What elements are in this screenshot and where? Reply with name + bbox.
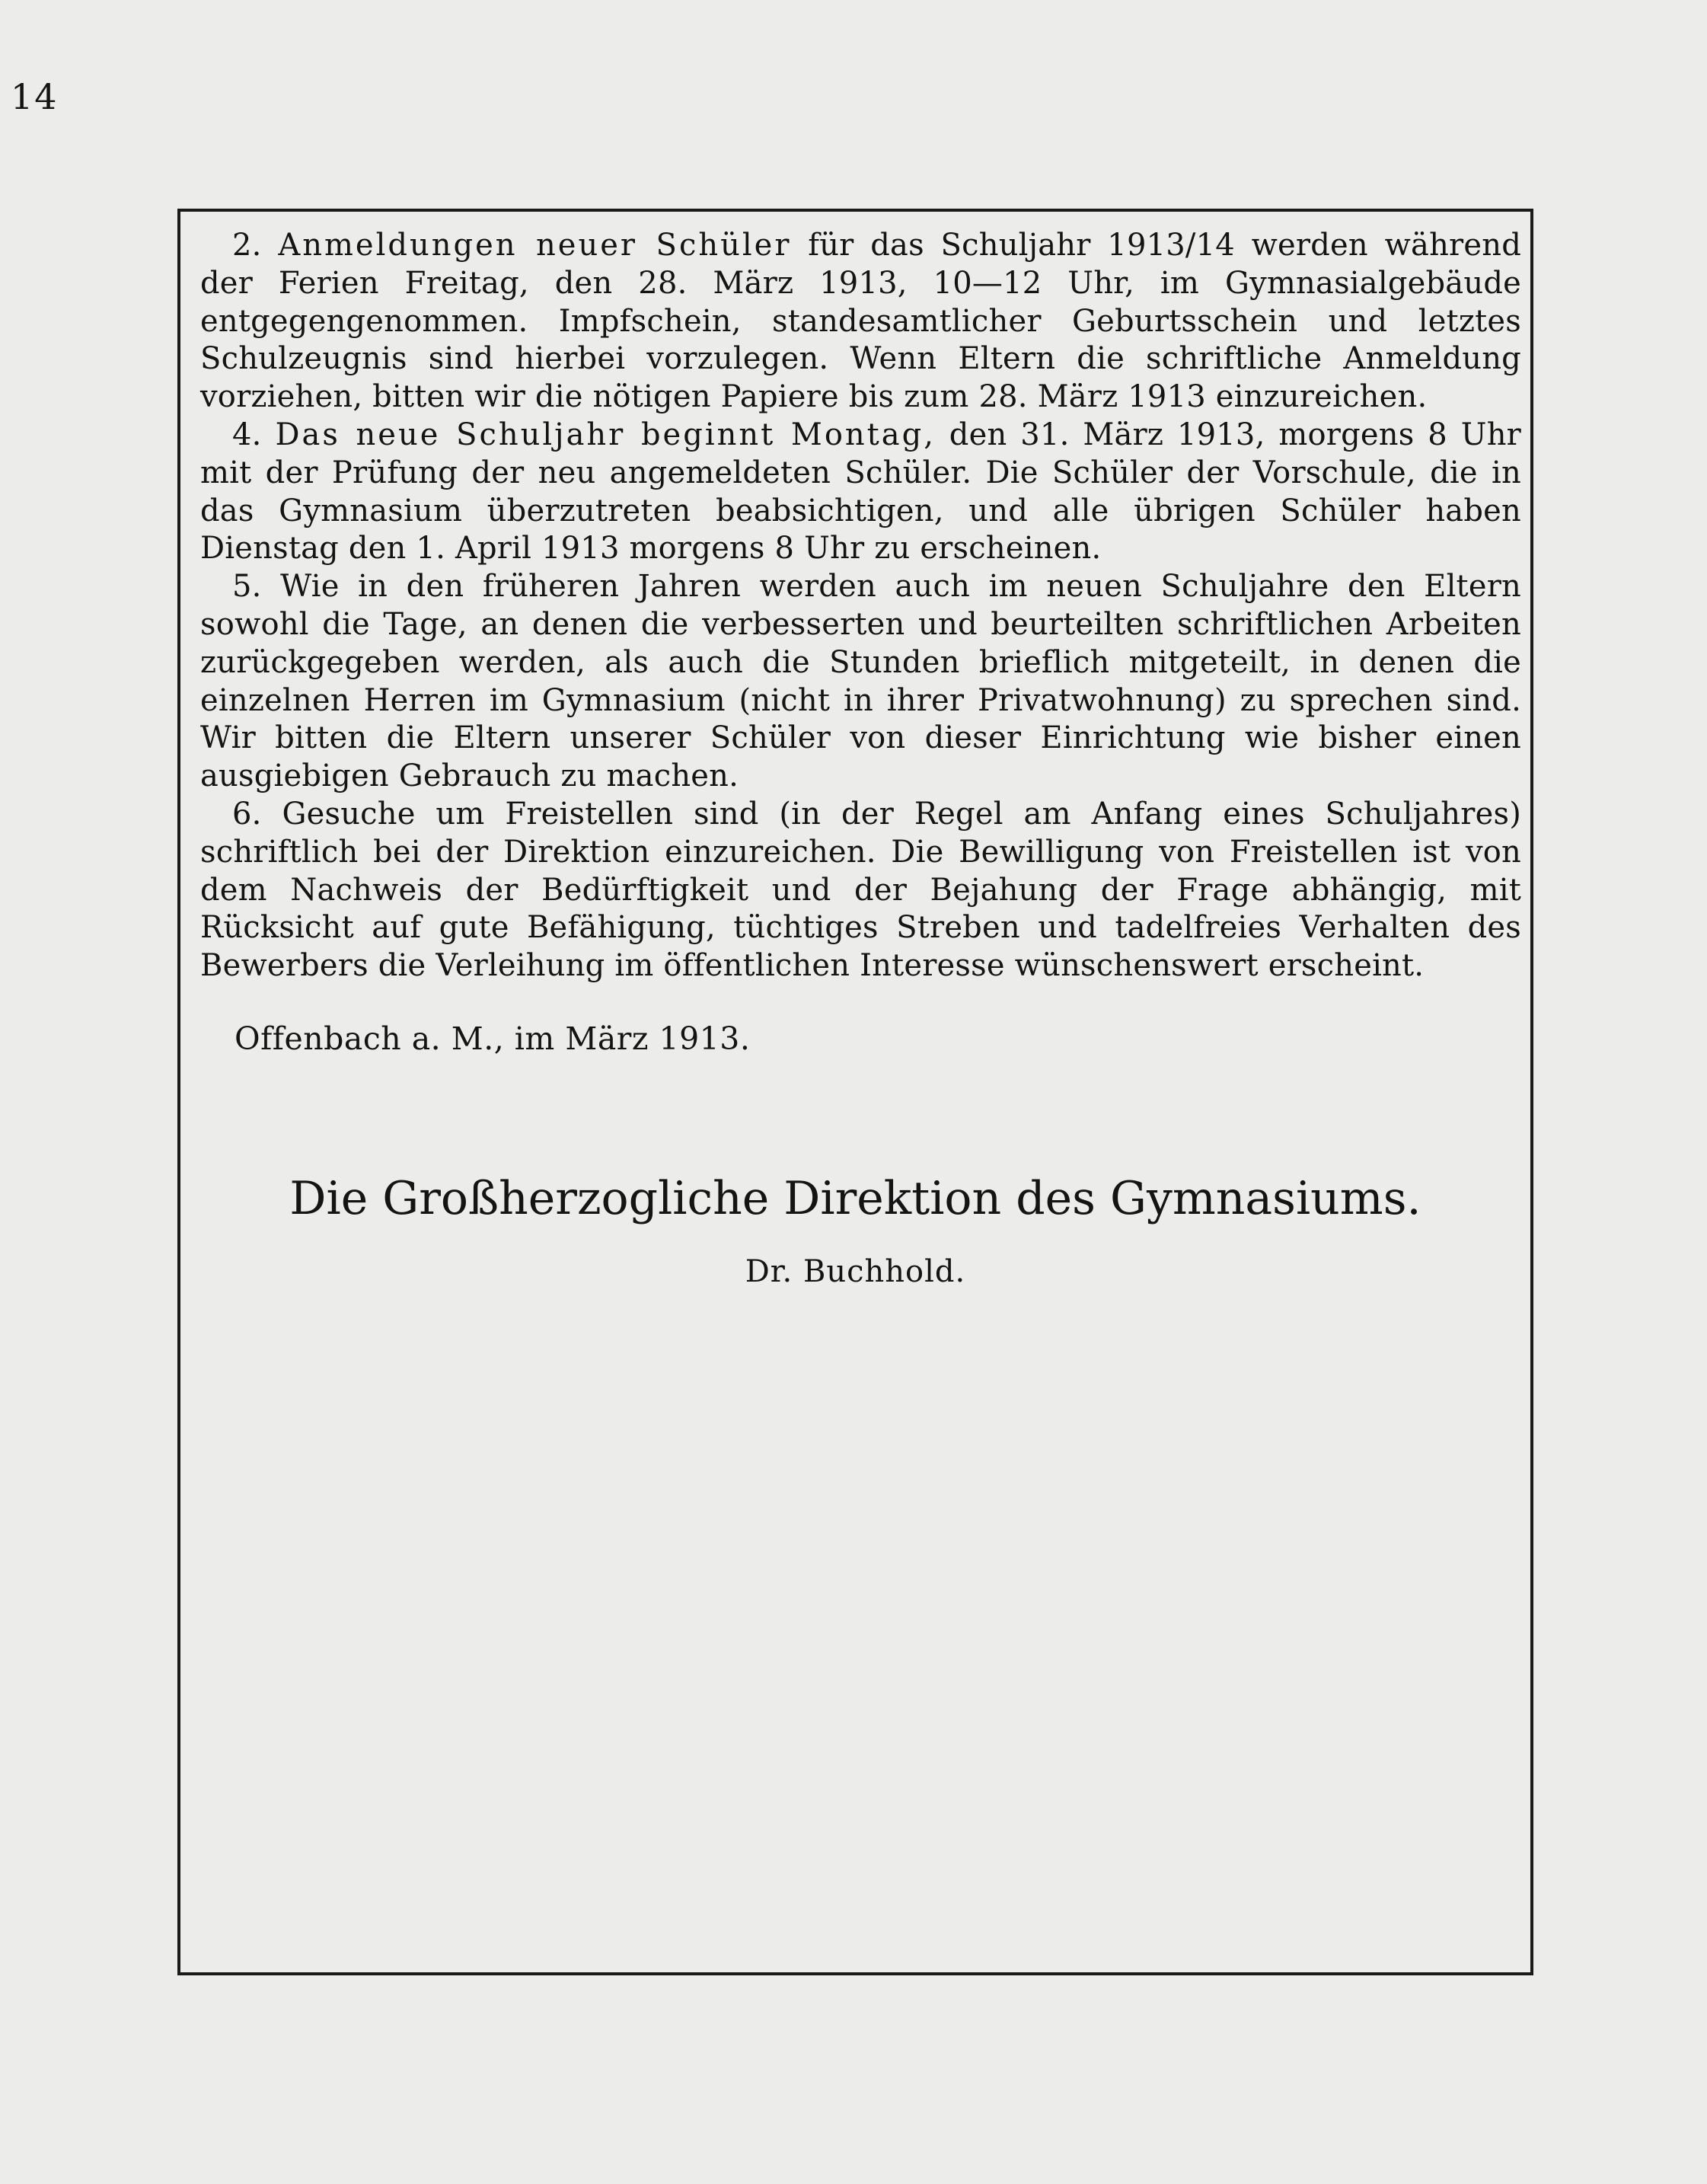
- page-number: 14: [11, 76, 59, 117]
- paragraph-number: 5.: [232, 569, 262, 605]
- paragraph-number: 2.: [232, 228, 262, 263]
- notice-body: [200, 227, 1521, 985]
- paragraph-number: 6.: [232, 796, 262, 832]
- paragraph-text: Gesuche um Freistellen sind (in der Regel am Anfang eines Schuljahres) schriftlich bei der Direktion einzureichen. Die Bewilligung von Freistellen ist von dem Nachweis der Bedürftigkeit und der Bejahung der Frage abhängig, mit Rücksicht auf gute Befähigung, tüchtiges Streben und tadelfreies Verhalten des Bewerbers die Verleihung im öffentlichen Interesse wünschenswert erscheint.: [200, 796, 1521, 984]
- paragraph-parent-information: [200, 568, 1521, 796]
- paragraph-text: den 31. März 1913, morgens 8 Uhr mit der Prüfung der neu angemeldeten Schüler. Die Schüler der Vorschule, die in das Gymnasium überzutreten beabsichtigen, und alle übrigen Schüler haben Dienstag den 1. April 1913 morgens 8 Uhr zu erscheinen.: [200, 417, 1521, 567]
- paragraph-school-year-start: [200, 417, 1521, 568]
- paragraph-text: für das Schuljahr 1913/14 werden während der Ferien Freitag, den 28. März 1913, 10—12 Uhr, im Gymnasialgebäude entgegengenommen. Impfschein, standesamtlicher Geburtsschein und letztes Schulzeugnis sind hierbei vorzulegen. Wenn Eltern die schriftliche Anmeldung vorziehen, bitten wir die nötigen Papiere bis zum 28. März 1913 einzureichen.: [200, 228, 1522, 415]
- paragraph-number: 4.: [232, 417, 262, 452]
- place-and-date: Offenbach a. M., im März 1913.: [235, 1020, 751, 1057]
- paragraph-text: Wie in den früheren Jahren werden auch im neuen Schuljahre den Eltern sowohl die Tage, an denen die verbesserten und beurteilten schriftlichen Arbeiten zurückgegeben werden, als auch die Stunden brieflich mitgeteilt, in denen die einzelnen Herren im Gymnasium (nicht in ihrer Privatwohnung) zu sprechen sind. Wir bitten die Eltern unserer Schüler von dieser Einrichtung wie bisher einen ausgiebigen Gebrauch zu machen.: [200, 569, 1521, 794]
- signature-name: Dr. Buchhold.: [745, 1254, 966, 1289]
- paragraph-lead: Das neue Schuljahr beginnt Montag,: [275, 417, 936, 452]
- issuing-authority: Die Großherzogliche Direktion des Gymnasiums.: [289, 1172, 1421, 1225]
- paragraph-registration: [200, 227, 1521, 417]
- paragraph-free-places: [200, 796, 1521, 985]
- paragraph-lead: Anmeldungen neuer Schüler: [278, 228, 792, 263]
